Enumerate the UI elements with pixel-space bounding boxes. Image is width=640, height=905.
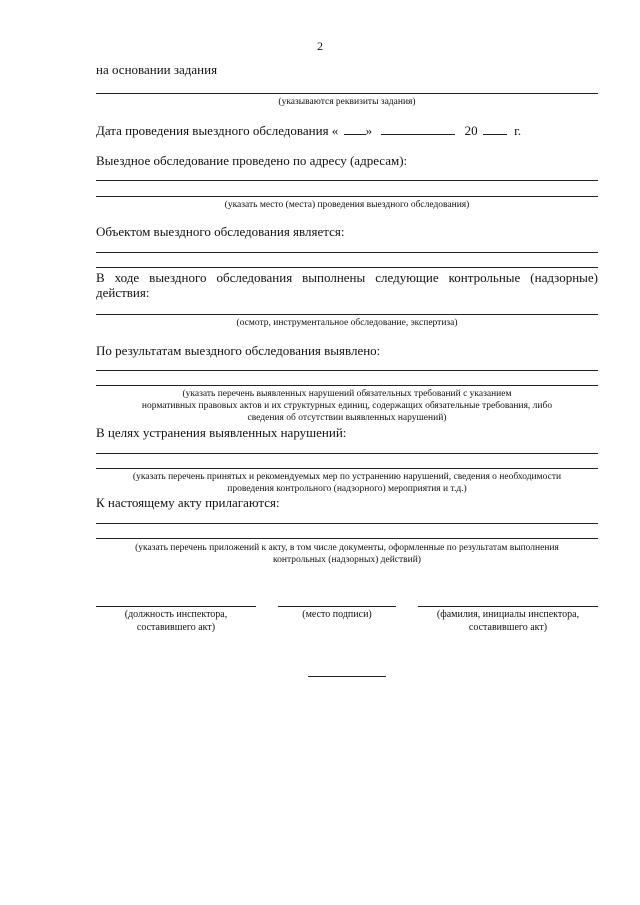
object-label: Объектом выездного обследования является: [96, 224, 345, 239]
findings-caption-line-1: (указать перечень выявленных нарушений обязательных требований с указанием [182, 389, 512, 399]
attachments-label: К настоящему акту прилагаются: [96, 495, 280, 510]
remedy-caption-line-2: проведения контрольного (надзорного) мероприятия и т.д.) [227, 484, 467, 494]
actions-text-line-2: действия: [96, 285, 150, 300]
attachments-fill-line-2[interactable] [96, 538, 598, 539]
object-fill-line-1[interactable] [96, 252, 598, 253]
signature-place-caption: (место подписи) [302, 609, 372, 620]
remedy-fill-line-1[interactable] [96, 453, 598, 454]
object-fill-line-2[interactable] [96, 267, 598, 268]
date-day-field[interactable] [344, 122, 366, 135]
signature-name-line[interactable] [418, 606, 598, 607]
actions-fill-line[interactable] [96, 314, 598, 315]
signature-position-caption-1: (должность инспектора, [124, 609, 228, 620]
end-separator [308, 676, 386, 677]
date-year-suffix: г. [514, 123, 522, 138]
address-caption: (указать место (места) проведения выездного обследования) [224, 200, 470, 210]
attachments-caption-line-2: контрольных (надзорных) действий) [273, 555, 421, 565]
address-label: Выездное обследование проведено по адресу (адресам): [96, 153, 408, 168]
findings-fill-line-1[interactable] [96, 370, 598, 371]
remedy-label: В целях устранения выявленных нарушений: [96, 425, 347, 440]
page-number: 2 [317, 39, 323, 53]
basis-caption: (указываются реквизиты задания) [278, 97, 416, 107]
findings-caption-line-3: сведения об отсутствии выявленных нарушений) [247, 413, 447, 423]
findings-caption-line-2: нормативных правовых актов и их структурных единиц, содержащих обязательные требования, либо [141, 401, 553, 411]
date-label: Дата проведения выездного обследования « [96, 123, 339, 138]
address-fill-line-2[interactable] [96, 196, 598, 197]
signature-position-line[interactable] [96, 606, 256, 607]
date-year-prefix: 20 [464, 123, 478, 138]
signature-place-line[interactable] [278, 606, 396, 607]
remedy-fill-line-2[interactable] [96, 468, 598, 469]
basis-label: на основании задания [96, 62, 218, 77]
findings-label: По результатам выездного обследования выявлено: [96, 343, 381, 358]
date-close-quote: » [365, 123, 373, 138]
date-year-field[interactable] [483, 122, 507, 135]
remedy-caption-line-1: (указать перечень принятых и рекомендуемых мер по устранению нарушений, сведения о необходимости [132, 472, 562, 482]
attachments-fill-line-1[interactable] [96, 523, 598, 524]
address-fill-line-1[interactable] [96, 180, 598, 181]
actions-text-line-1: В ходе выездного обследования выполнены следующие контрольные (надзорные) [96, 270, 598, 285]
attachments-caption-line-1: (указать перечень приложений к акту, в том числе документы, оформленные по результатам выполнения [135, 543, 559, 553]
signature-name-caption-1: (фамилия, инициалы инспектора, [436, 609, 580, 620]
date-month-field[interactable] [381, 122, 455, 135]
findings-fill-line-2[interactable] [96, 385, 598, 386]
signature-name-caption-2: составившего акт) [468, 622, 548, 633]
date-row [96, 122, 521, 139]
basis-fill-line[interactable] [96, 93, 598, 94]
actions-caption: (осмотр, инструментальное обследование, экспертиза) [236, 318, 458, 328]
signature-position-caption-2: составившего акт) [136, 622, 216, 633]
